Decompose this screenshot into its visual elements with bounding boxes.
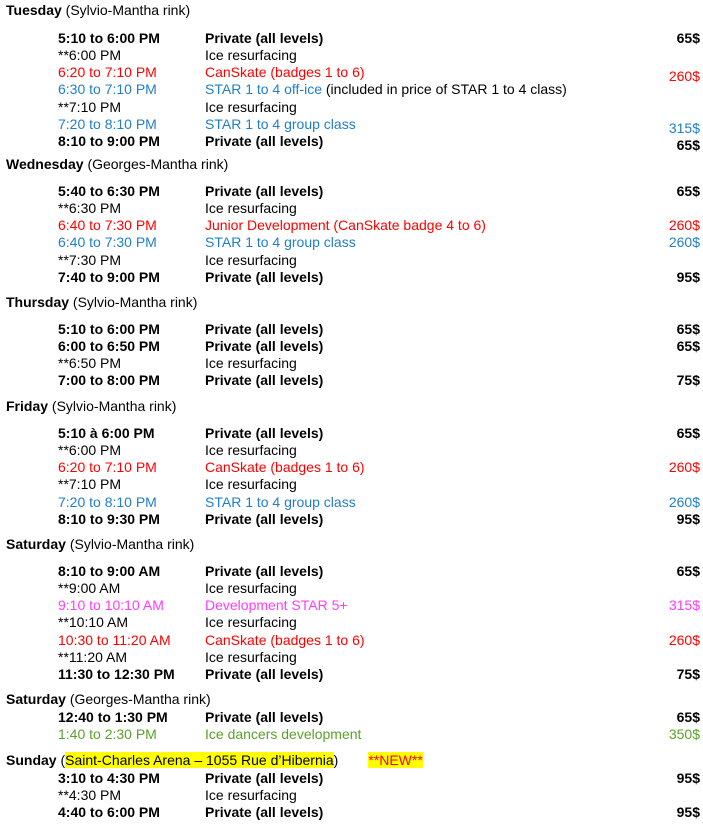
activity-name [205, 563, 323, 580]
time-slot: 6:40 to 7:30 PM [58, 217, 157, 234]
activity-name [205, 81, 567, 98]
time-slot: 9:10 to 10:10 AM [58, 597, 164, 614]
price: 95$ [676, 804, 700, 821]
activity-name [205, 726, 361, 743]
time-slot: 10:30 to 11:20 AM [58, 631, 171, 648]
time-slot: 8:10 to 9:00 AM [58, 563, 161, 579]
schedule-row [0, 132, 703, 153]
activity-label: CanSkate (badges 1 to 6) [205, 64, 365, 81]
time-slot: 7:40 to 9:00 PM [58, 268, 160, 285]
time-slot: 6:40 to 7:30 PM [58, 234, 157, 251]
day-name: Friday [6, 398, 49, 414]
time-slot: 5:40 to 6:30 PM [58, 183, 160, 199]
activity-label: Junior Development (CanSkate badge 4 to 6) [205, 217, 486, 234]
day-heading [6, 752, 423, 768]
day-heading [6, 398, 176, 414]
schedule-row [0, 666, 703, 683]
day-name: Thursday [6, 294, 70, 310]
price: 315$ [668, 597, 700, 614]
time-slot: **6:00 PM [58, 442, 122, 459]
activity-label: Ice resurfacing [205, 47, 297, 64]
price: 65$ [676, 321, 700, 337]
activity-name [205, 494, 356, 511]
rink-paren-open: ( [60, 752, 66, 768]
activity-label: Private (all levels) [205, 770, 324, 786]
activity-name [205, 425, 323, 442]
time-slot: 4:40 to 6:00 PM [58, 804, 160, 821]
rink-location: (Sylvio-Mantha rink) [65, 2, 191, 18]
activity-label: Development STAR 5+ [205, 597, 348, 614]
rink-location: (Sylvio-Mantha rink) [51, 398, 177, 414]
activity-name [205, 200, 297, 217]
activity-name [205, 269, 323, 286]
schedule-row [0, 649, 703, 666]
price: 260$ [668, 68, 700, 85]
activity-name [205, 459, 365, 476]
price: 75$ [676, 665, 700, 682]
activity-label: Ice resurfacing [205, 442, 297, 459]
activity-name [205, 338, 323, 355]
activity-name [205, 99, 297, 116]
time-slot: 6:20 to 7:10 PM [58, 64, 157, 81]
activity-label: Private (all levels) [205, 132, 324, 149]
activity-name [205, 632, 365, 649]
activity-label: Ice resurfacing [205, 355, 297, 372]
day-heading [6, 294, 197, 310]
time-slot: 6:00 to 6:50 PM [58, 338, 160, 355]
activity-name [205, 614, 297, 631]
time-slot: 6:20 to 7:10 PM [58, 459, 157, 476]
activity-label: Private (all levels) [205, 372, 324, 389]
activity-name [205, 442, 297, 459]
schedule-row [0, 321, 703, 338]
price: 95$ [676, 268, 700, 285]
schedule-row [0, 804, 703, 821]
schedule-row [0, 726, 703, 743]
day-name: Wednesday [6, 156, 84, 172]
schedule-row [0, 64, 703, 85]
activity-name [205, 321, 323, 338]
price: 65$ [676, 338, 700, 355]
time-slot: 7:20 to 8:10 PM [58, 493, 157, 510]
schedule-row [0, 99, 703, 116]
price: 65$ [676, 709, 700, 725]
price: 260$ [668, 234, 700, 251]
activity-label: STAR 1 to 4 off-ice [205, 81, 322, 98]
time-slot: 5:10 to 6:00 PM [58, 30, 160, 46]
time-slot: 7:00 to 8:00 PM [58, 372, 160, 389]
schedule-row [0, 269, 703, 286]
activity-name [205, 372, 323, 389]
activity-label: Ice resurfacing [205, 200, 297, 217]
time-slot: **11:20 AM [58, 648, 128, 665]
price: 75$ [676, 372, 700, 389]
activity-name [205, 476, 297, 493]
schedule-row [0, 217, 703, 234]
time-slot: 5:10 à 6:00 PM [58, 425, 155, 441]
activity-name [205, 649, 297, 666]
activity-label: Private (all levels) [205, 804, 324, 821]
time-slot: **9:00 AM [58, 580, 121, 597]
activity-label: Ice resurfacing [205, 648, 297, 665]
schedule-row [0, 234, 703, 251]
activity-name [205, 183, 323, 200]
activity-name [205, 580, 297, 597]
activity-label: Ice resurfacing [205, 787, 297, 804]
new-badge: **NEW** [368, 752, 423, 768]
activity-label: Private (all levels) [205, 30, 324, 46]
activity-name [205, 355, 297, 372]
activity-label: CanSkate (badges 1 to 6) [205, 631, 365, 648]
schedule-row [0, 580, 703, 597]
activity-name [205, 770, 323, 787]
activity-name [205, 597, 348, 614]
price: 95$ [676, 770, 700, 786]
activity-name [205, 64, 365, 81]
schedule-row [0, 47, 703, 64]
activity-label: Ice resurfacing [205, 476, 297, 493]
activity-note: (included in price of STAR 1 to 4 class) [321, 81, 567, 98]
activity-label: Private (all levels) [205, 321, 324, 337]
activity-label: Private (all levels) [205, 665, 324, 682]
activity-label: Ice resurfacing [205, 614, 297, 631]
schedule-row [0, 476, 703, 493]
time-slot: 3:10 to 4:30 PM [58, 770, 160, 786]
rink-location: (Sylvio-Mantha rink) [72, 294, 198, 310]
schedule-row [0, 614, 703, 631]
schedule-row [0, 511, 703, 528]
schedule-row [0, 770, 703, 787]
time-slot: 7:20 to 8:10 PM [58, 115, 157, 132]
rink-paren-close: ) [333, 752, 339, 768]
schedule-row [0, 200, 703, 217]
schedule-row [0, 597, 703, 614]
schedule-row [0, 442, 703, 459]
day-heading [6, 691, 211, 707]
activity-label: Ice dancers development [205, 726, 362, 743]
day-name: Sunday [6, 752, 57, 768]
activity-label: Private (all levels) [205, 425, 324, 441]
activity-name [205, 217, 486, 234]
activity-label: Ice resurfacing [205, 580, 297, 597]
schedule-row [0, 459, 703, 476]
time-slot: 12:40 to 1:30 PM [58, 709, 168, 725]
time-slot: 1:40 to 2:30 PM [58, 726, 157, 743]
activity-name [205, 47, 297, 64]
activity-label: STAR 1 to 4 group class [205, 234, 356, 251]
day-name: Tuesday [6, 2, 62, 18]
day-heading [6, 156, 228, 172]
schedule-row [0, 81, 703, 98]
price: 260$ [668, 217, 700, 234]
price: 65$ [676, 136, 700, 153]
price: 260$ [668, 631, 700, 648]
price: 65$ [676, 183, 700, 199]
activity-label: Private (all levels) [205, 338, 324, 355]
schedule-row [0, 563, 703, 580]
activity-label: Ice resurfacing [205, 98, 297, 115]
activity-name [205, 234, 356, 251]
day-heading [6, 536, 194, 552]
activity-name [205, 709, 323, 726]
schedule-row [0, 494, 703, 511]
activity-label: Private (all levels) [205, 709, 324, 725]
activity-label: Private (all levels) [205, 183, 324, 199]
activity-name [205, 252, 297, 269]
price: 350$ [668, 726, 700, 743]
activity-name [205, 133, 323, 150]
schedule-row [0, 338, 703, 355]
time-slot: **6:50 PM [58, 355, 122, 372]
rink-location: (Georges-Mantha rink) [87, 156, 229, 172]
activity-label: Private (all levels) [205, 268, 324, 285]
time-slot: **10:10 AM [58, 614, 129, 631]
time-slot: **7:10 PM [58, 98, 122, 115]
time-slot: **6:00 PM [58, 47, 122, 64]
activity-name [205, 116, 356, 133]
time-slot: **7:30 PM [58, 251, 122, 268]
activity-label: Ice resurfacing [205, 251, 297, 268]
time-slot: 8:10 to 9:00 PM [58, 132, 160, 149]
activity-name [205, 666, 323, 683]
time-slot: **4:30 PM [58, 787, 122, 804]
time-slot: **6:30 PM [58, 200, 122, 217]
price: 65$ [676, 563, 700, 579]
schedule-row [0, 355, 703, 372]
schedule-row [0, 372, 703, 389]
activity-label: STAR 1 to 4 group class [205, 493, 356, 510]
activity-name [205, 511, 323, 528]
schedule-row [0, 787, 703, 804]
rink-location: (Sylvio-Mantha rink) [69, 536, 195, 552]
activity-name [205, 787, 297, 804]
schedule-row [0, 183, 703, 200]
activity-label: Private (all levels) [205, 563, 324, 579]
price: 260$ [668, 493, 700, 510]
activity-label: Private (all levels) [205, 510, 324, 527]
rink-location: (Georges-Mantha rink) [69, 691, 211, 707]
schedule-row [0, 252, 703, 269]
schedule-row [0, 632, 703, 649]
day-heading [6, 2, 190, 18]
day-name: Saturday [6, 691, 66, 707]
price: 95$ [676, 510, 700, 527]
activity-name [205, 30, 323, 47]
rink-location: Saint-Charles Arena – 1055 Rue d’Hibernia [65, 752, 334, 768]
activity-label: STAR 1 to 4 group class [205, 115, 356, 132]
schedule-row [0, 30, 703, 47]
activity-name [205, 804, 323, 821]
time-slot: 11:30 to 12:30 PM [58, 665, 175, 682]
time-slot: **7:10 PM [58, 476, 122, 493]
price: 65$ [676, 425, 700, 441]
time-slot: 6:30 to 7:10 PM [58, 81, 157, 98]
day-name: Saturday [6, 536, 66, 552]
time-slot: 8:10 to 9:30 PM [58, 510, 160, 527]
schedule-row [0, 115, 703, 136]
price: 315$ [668, 119, 700, 136]
price: 65$ [676, 30, 700, 46]
activity-label: CanSkate (badges 1 to 6) [205, 459, 365, 476]
time-slot: 5:10 to 6:00 PM [58, 321, 160, 337]
price: 260$ [668, 459, 700, 476]
schedule-row [0, 709, 703, 726]
schedule-row [0, 425, 703, 442]
